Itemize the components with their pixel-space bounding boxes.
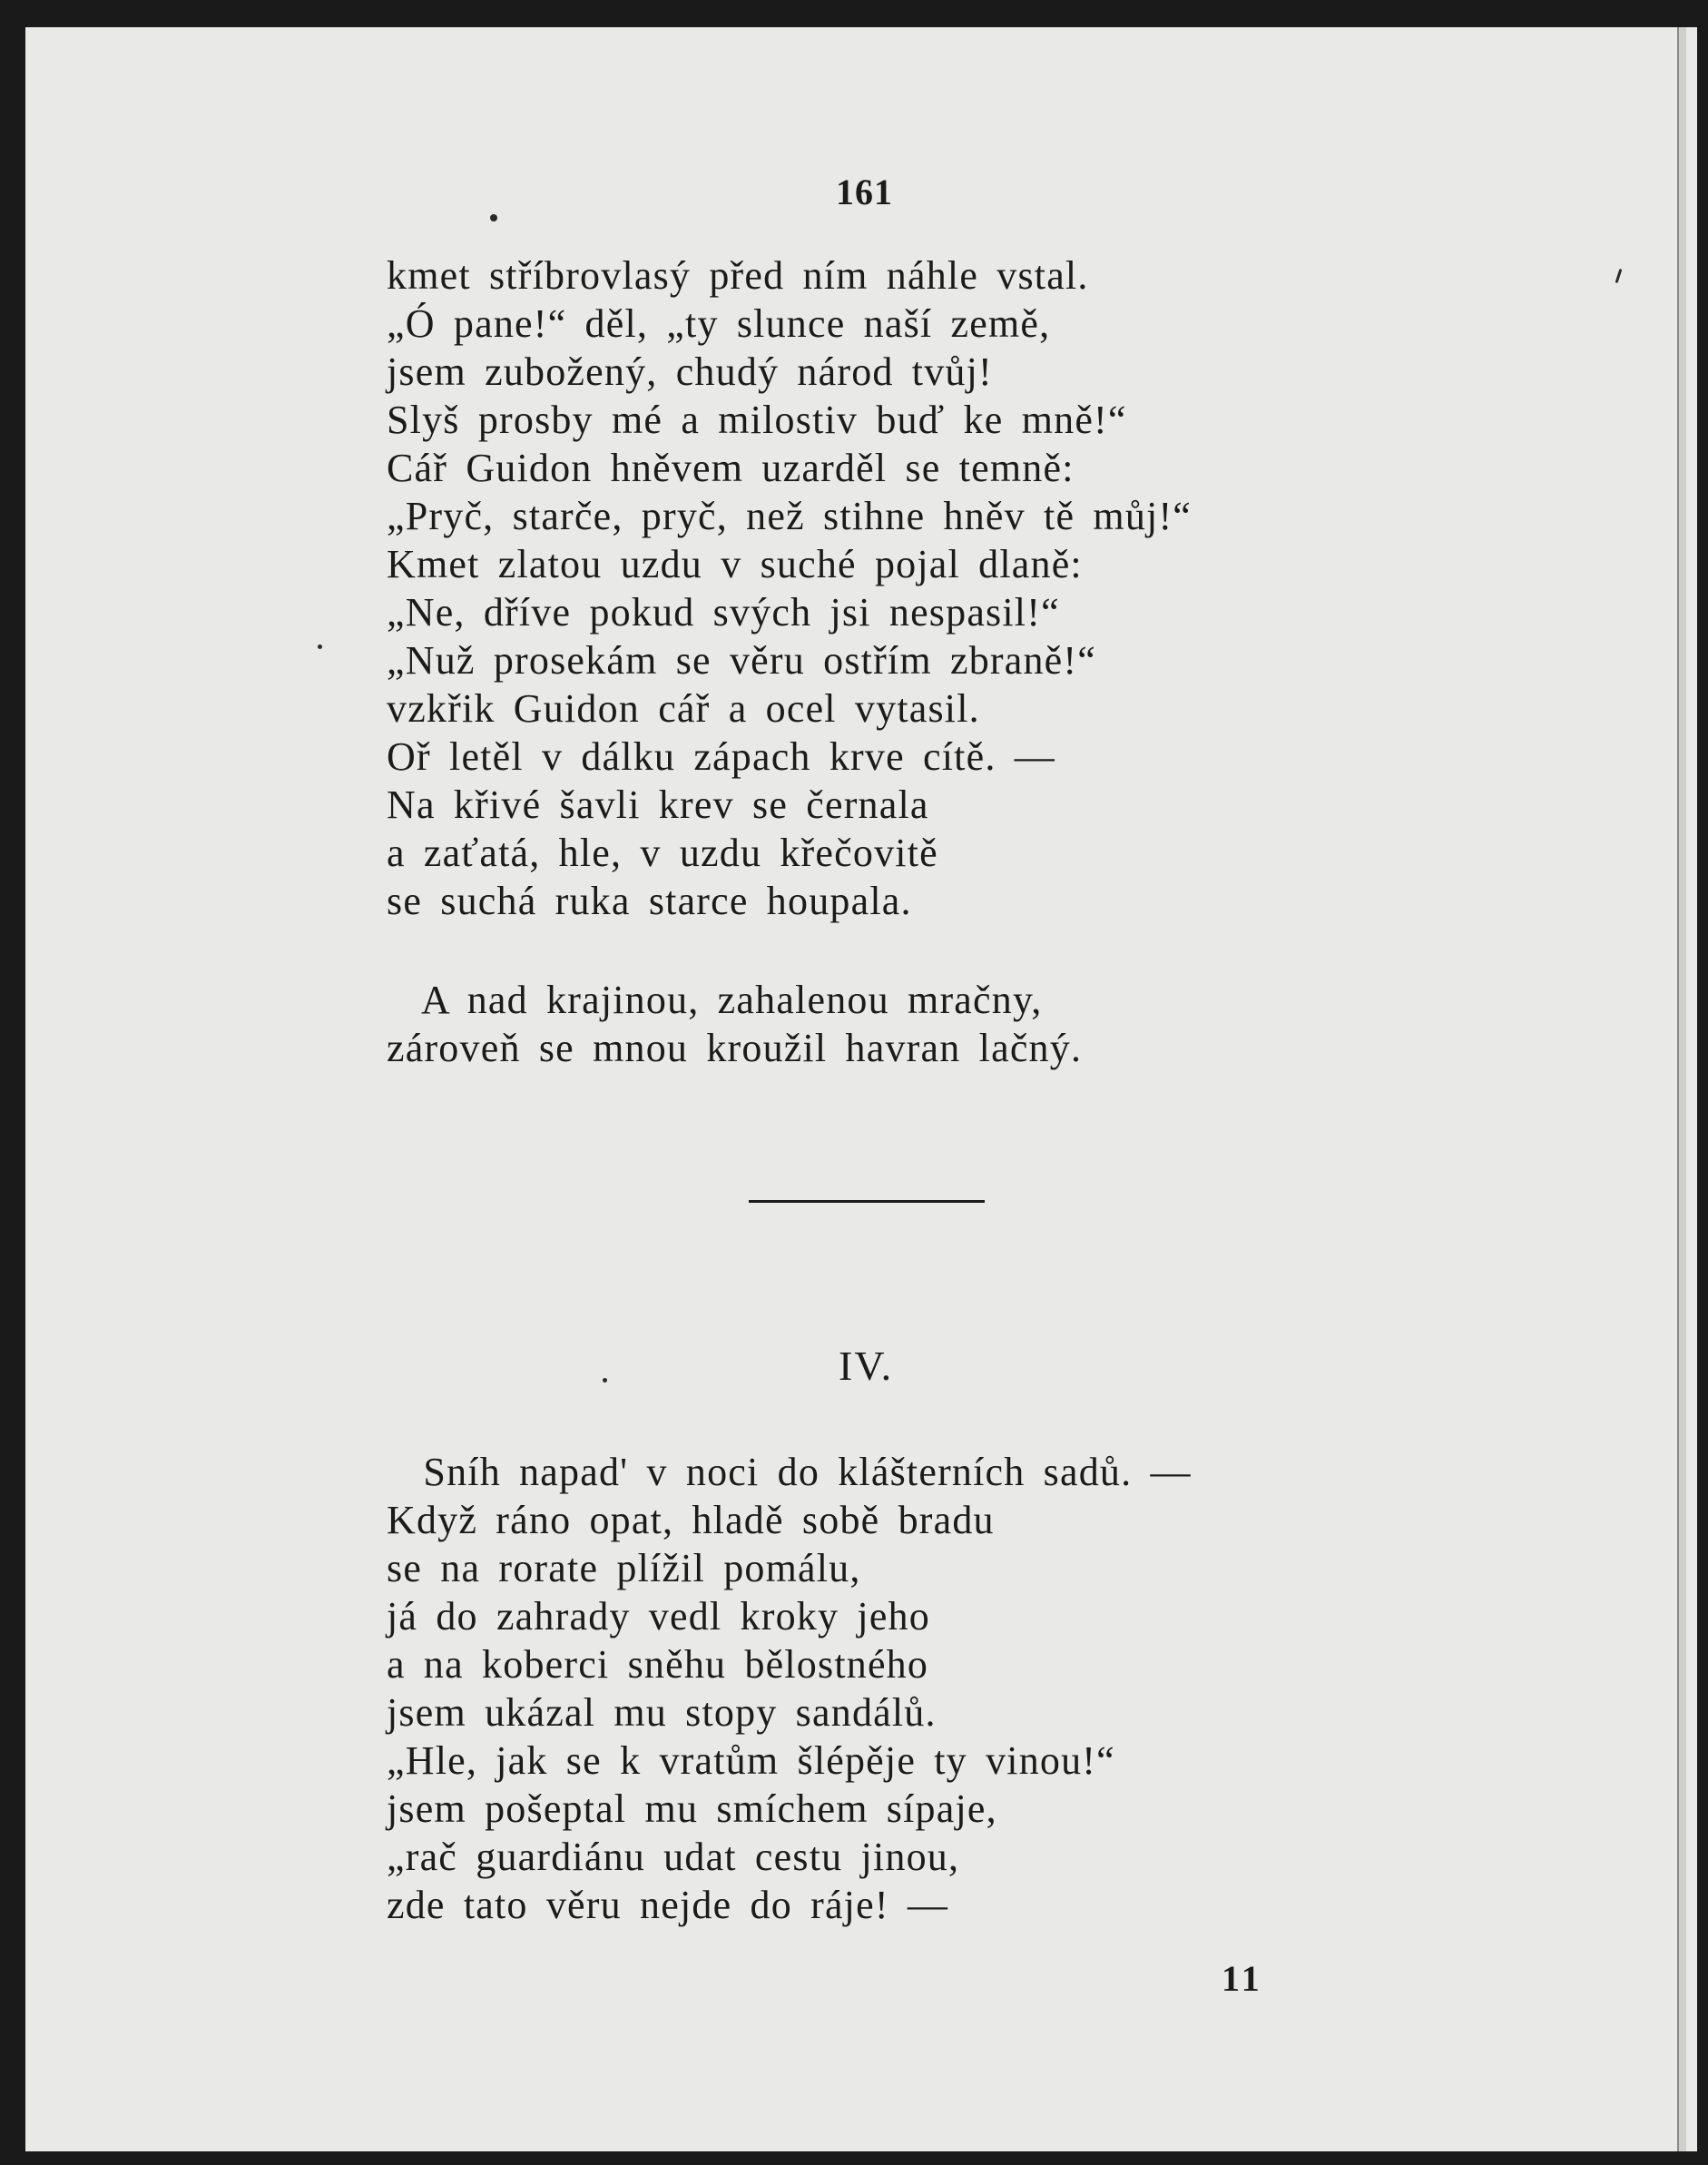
section-heading: IV. xyxy=(839,1343,894,1389)
verse-line: já do zahrady vedl kroky jeho xyxy=(387,1594,930,1639)
verse-line: „Ó pane!“ děl, „ty slunce naší země, xyxy=(387,301,1051,346)
verse-line: jsem zubožený, chudý národ tvůj! xyxy=(387,349,993,394)
verse-line: zároveň se mnou kroužil havran lačný. xyxy=(387,1026,1083,1070)
verse-line: se na rorate plížil pomálu, xyxy=(387,1546,861,1590)
verse-line: Když ráno opat, hladě sobě bradu xyxy=(387,1498,995,1542)
verse-line: Kmet zlatou uzdu v suché pojal dlaně: xyxy=(387,542,1083,586)
verse-line: zde tato věru nejde do ráje! — xyxy=(387,1883,949,1927)
scan-speck xyxy=(318,645,322,649)
verse-line: kmet stříbrovlasý před ním náhle vstal. xyxy=(387,253,1089,298)
verse-line: jsem pošeptal mu smíchem sípaje, xyxy=(387,1786,997,1831)
signature-mark: 11 xyxy=(1222,1958,1263,1999)
page-edge xyxy=(1677,27,1686,2151)
verse-line: „Pryč, starče, pryč, než stihne hněv tě můj!“ xyxy=(387,494,1193,538)
stanza-1 xyxy=(387,252,1193,993)
section-divider xyxy=(749,1200,985,1203)
verse-line: A nad krajinou, zahalenou mračny, xyxy=(387,978,1043,1022)
verse-line: jsem ukázal mu stopy sandálů. xyxy=(387,1690,937,1735)
verse-line: a zaťatá, hle, v uzdu křečovitě xyxy=(387,831,938,875)
verse-line: Sníh napad' v noci do klášterních sadů. — xyxy=(387,1450,1192,1494)
page-number: 161 xyxy=(836,172,893,212)
scan-speck xyxy=(1615,269,1623,283)
verse-line: Na křivé šavli krev se černala xyxy=(387,782,929,827)
verse-line: se suchá ruka starce houpala. xyxy=(387,879,912,923)
stanza-2 xyxy=(387,977,1083,1162)
scan-speck xyxy=(603,1378,607,1383)
verse-line: Slyš prosby mé a milostiv buď ke mně!“ xyxy=(387,398,1127,442)
verse-line: Cář Guidon hněvem uzarděl se temně: xyxy=(387,446,1075,490)
book-page xyxy=(25,27,1697,2151)
verse-line: „Hle, jak se k vratům šlépěje ty vinou!“ xyxy=(387,1738,1115,1783)
verse-line: „rač guardiánu udat cestu jinou, xyxy=(387,1835,960,1879)
verse-line: „Ne, dříve pokud svých jsi nespasil!“ xyxy=(387,590,1060,635)
verse-line: Oř letěl v dálku zápach krve cítě. — xyxy=(387,734,1055,779)
verse-line: „Nuž prosekám se věru ostřím zbraně!“ xyxy=(387,638,1096,683)
stanza-3 xyxy=(387,1449,1192,2004)
verse-line: a na koberci sněhu bělostného xyxy=(387,1642,929,1687)
scan-speck xyxy=(490,214,497,221)
verse-line: vzkřik Guidon cář a ocel vytasil. xyxy=(387,686,980,731)
